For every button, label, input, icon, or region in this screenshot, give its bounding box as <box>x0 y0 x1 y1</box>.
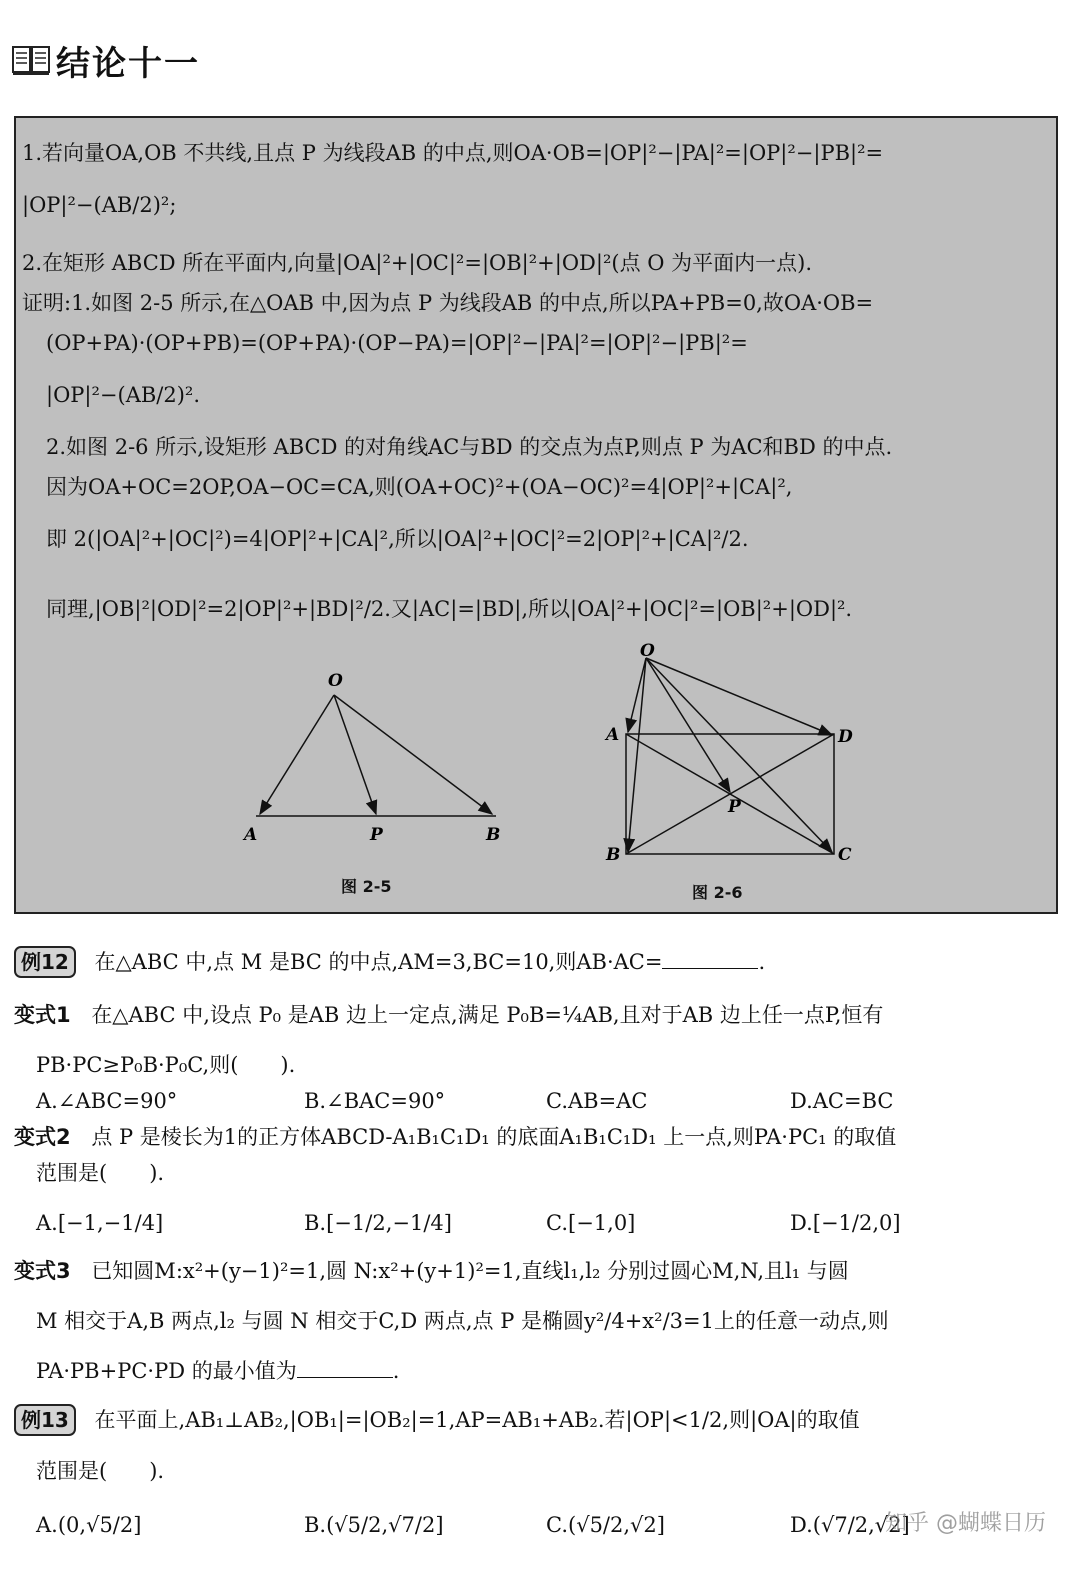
fig26-label-A: A <box>606 725 620 745</box>
answer-blank <box>662 950 758 969</box>
example-12-tag: 例12 <box>14 946 76 978</box>
answer-blank-2 <box>297 1359 393 1378</box>
conclusion-box <box>14 116 1058 914</box>
example-13-text: 在平面上,AB₁⊥AB₂,|OB₁|=|OB₂|=1,AP=AB₁+AB₂.若|OP|<1/2,则|OA|的取值 <box>94 1408 860 1432</box>
fig25-label-B: B <box>486 825 501 845</box>
box-line-4: 证明:1.如图 2-5 所示,在△OAB 中,因为点 P 为线段AB 的中点,所以PA+PB=0,故OA·OB= <box>22 291 874 315</box>
box-line-6: |OP|²−(AB/2)². <box>46 383 201 407</box>
example-12 <box>14 946 765 978</box>
variant-1-text: 在△ABC 中,设点 P₀ 是AB 边上一定点,满足 P₀B=¼AB,且对于AB 边上任一点P,恒有 <box>91 1003 884 1027</box>
fig26-label-P: P <box>728 797 741 817</box>
variant-1-option-b: B.∠BAC=90° <box>304 1089 446 1113</box>
box-line-1: 1.若向量OA,OB 不共线,且点 P 为线段AB 的中点,则OA·OB=|OP|²−|PA|²=|OP|²−|PB|²= <box>22 141 884 165</box>
variant-2-option-c: C.[−1,0] <box>546 1211 636 1235</box>
fig25-label-O: O <box>328 671 343 691</box>
variant-3-line-2: M 相交于A,B 两点,l₂ 与圆 N 相交于C,D 两点,点 P 是椭圆y²/4+x²/3=1上的任意一动点,则 <box>36 1309 889 1333</box>
heading-title: 结论十一 <box>56 43 200 84</box>
example-13-option-c: C.(√5/2,√2] <box>546 1513 665 1537</box>
variant-3-end: . <box>392 1359 400 1383</box>
fig26-label-O: O <box>640 642 655 661</box>
variant-2-option-a: A.[−1,−1/4] <box>36 1211 164 1235</box>
variant-1-tag: 变式1 <box>14 1003 71 1027</box>
figure-2-6 <box>596 642 866 867</box>
fig26-label-D: D <box>838 727 853 747</box>
variant-3-line-3 <box>36 1356 399 1386</box>
box-line-10: 同理,|OB|²|OD|²=2|OP|²+|BD|²/2.又|AC|=|BD|,所以|OA|²+|OC|²=|OB|²+|OD|². <box>46 597 853 621</box>
box-line-8: 因为OA+OC=2OP,OA−OC=CA,则(OA+OC)²+(OA−OC)²=4|OP|²+|CA|², <box>46 475 793 499</box>
variant-1-option-d: D.AC=BC <box>790 1089 894 1113</box>
variant-1-line-2: PB·PC≥P₀B·P₀C,则( ). <box>36 1053 296 1077</box>
variant-3-tag: 变式3 <box>14 1259 71 1283</box>
variant-2-option-d: D.[−1/2,0] <box>790 1211 901 1235</box>
variant-2-line-2: 范围是( ). <box>36 1161 165 1185</box>
section-heading <box>12 38 200 82</box>
example-13-line-2: 范围是( ). <box>36 1459 165 1483</box>
box-line-7: 2.如图 2-6 所示,设矩形 ABCD 的对角线AC与BD 的交点为点P,则点 P 为AC和BD 的中点. <box>46 435 893 459</box>
example-13-line-1 <box>14 1404 860 1436</box>
variant-3-text: 已知圆M:x²+(y−1)²=1,圆 N:x²+(y+1)²=1,直线l₁,l₂ 分别过圆心M,N,且l₁ 与圆 <box>91 1259 849 1283</box>
example-12-text: 在△ABC 中,点 M 是BC 的中点,AM=3,BC=10,则AB·AC= <box>94 950 663 974</box>
box-line-3: 2.在矩形 ABCD 所在平面内,向量|OA|²+|OC|²=|OB|²+|OD|²(点 O 为平面内一点). <box>22 251 813 275</box>
fig26-label-B: B <box>606 845 621 865</box>
example-13-option-b: B.(√5/2,√7/2] <box>304 1513 444 1537</box>
variant-2-text: 点 P 是棱长为1的正方体ABCD-A₁B₁C₁D₁ 的底面A₁B₁C₁D₁ 上一点,则PA·PC₁ 的取值 <box>91 1125 897 1149</box>
example-12-end: . <box>758 950 766 974</box>
variant-1-option-a: A.∠ABC=90° <box>36 1089 178 1113</box>
variant-1-line-1 <box>14 1000 883 1030</box>
variant-1-option-c: C.AB=AC <box>546 1089 648 1113</box>
example-13-tag: 例13 <box>14 1404 76 1436</box>
variant-2-line-1 <box>14 1122 896 1152</box>
fig25-caption: 图 2-5 <box>341 877 392 896</box>
box-line-5: (OP+PA)·(OP+PB)=(OP+PA)·(OP−PA)=|OP|²−|PA|²=|OP|²−|PB|²= <box>46 331 748 355</box>
box-line-9: 即 2(|OA|²+|OC|²)=4|OP|²+|CA|²,所以|OA|²+|OC|²=2|OP|²+|CA|²/2. <box>46 527 749 551</box>
example-13-option-a: A.(0,√5/2] <box>36 1513 142 1537</box>
variant-3-line-1 <box>14 1256 849 1286</box>
watermark: 知乎 @蝴蝶日历 <box>885 1511 1046 1536</box>
fig25-label-P: P <box>370 825 383 845</box>
variant-2-tag: 变式2 <box>14 1125 71 1149</box>
variant-3-text-3: PA·PB+PC·PD 的最小值为 <box>36 1359 297 1383</box>
fig26-label-C: C <box>838 845 852 865</box>
box-line-2: |OP|²−(AB/2)²; <box>22 193 177 217</box>
fig26-caption: 图 2-6 <box>692 883 743 902</box>
example-13-option-d: D.(√7/2,√2] <box>790 1513 910 1537</box>
variant-2-option-b: B.[−1/2,−1/4] <box>304 1211 452 1235</box>
fig25-label-A: A <box>244 825 258 845</box>
figure-2-5 <box>236 658 526 848</box>
book-icon <box>12 44 50 76</box>
